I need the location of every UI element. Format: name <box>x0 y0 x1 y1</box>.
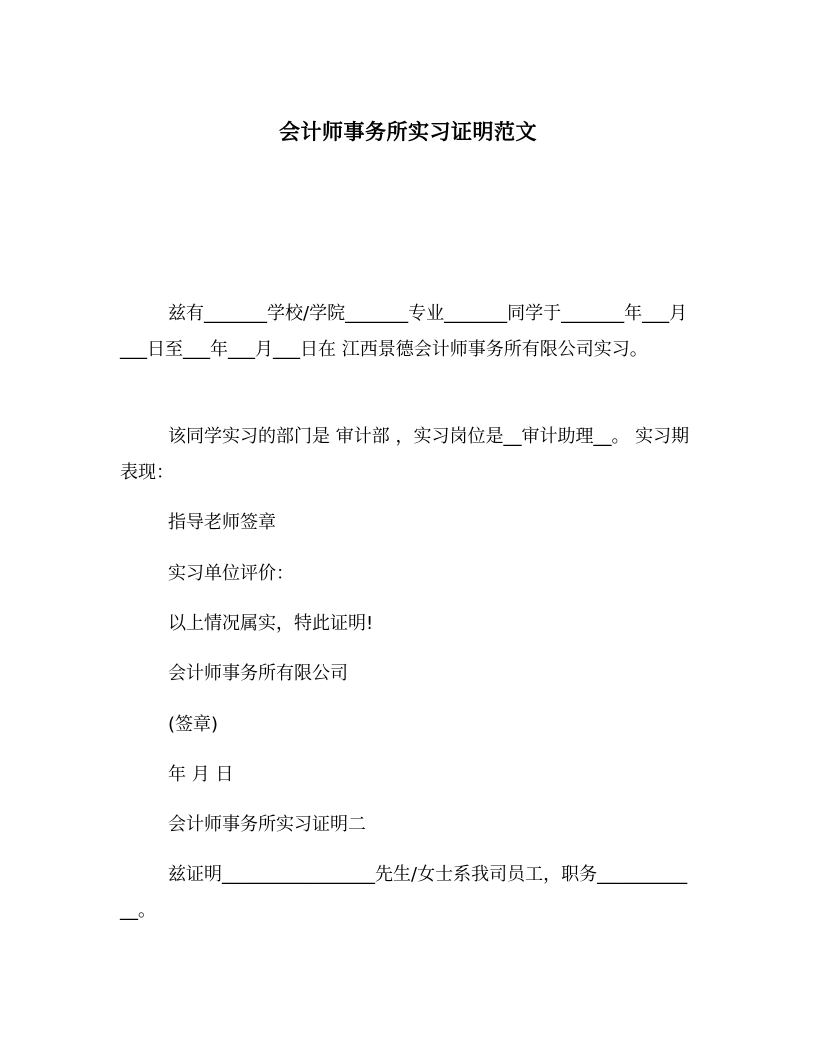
line-unit-evaluation: 实习单位评价： <box>168 563 294 584</box>
paragraph-employee-certification: 兹证明_________________先生/女士系我司员工，职务____________。 <box>120 864 688 921</box>
line-advisor-signature: 指导老师签章 <box>168 512 276 533</box>
paragraph-internship-period: 兹有_______学校/学院_______专业_______同学于_______年___月___日至___年___月___日在 江西景德会计师事务所有限公司实习。 <box>120 303 688 360</box>
line-seal: (签章) <box>168 714 219 735</box>
document-title: 会计师事务所实习证明范文 <box>279 120 537 144</box>
line-company-name: 会计师事务所有限公司 <box>168 663 348 684</box>
line-certification-statement: 以上情况属实，特此证明! <box>168 613 374 634</box>
paragraph-department-position: 该同学实习的部门是 审计部 ，实习岗位是__审计助理__。 实习期表现： <box>120 426 690 483</box>
line-date: 年 月 日 <box>168 764 234 785</box>
line-second-certificate-heading: 会计师事务所实习证明二 <box>168 814 366 835</box>
